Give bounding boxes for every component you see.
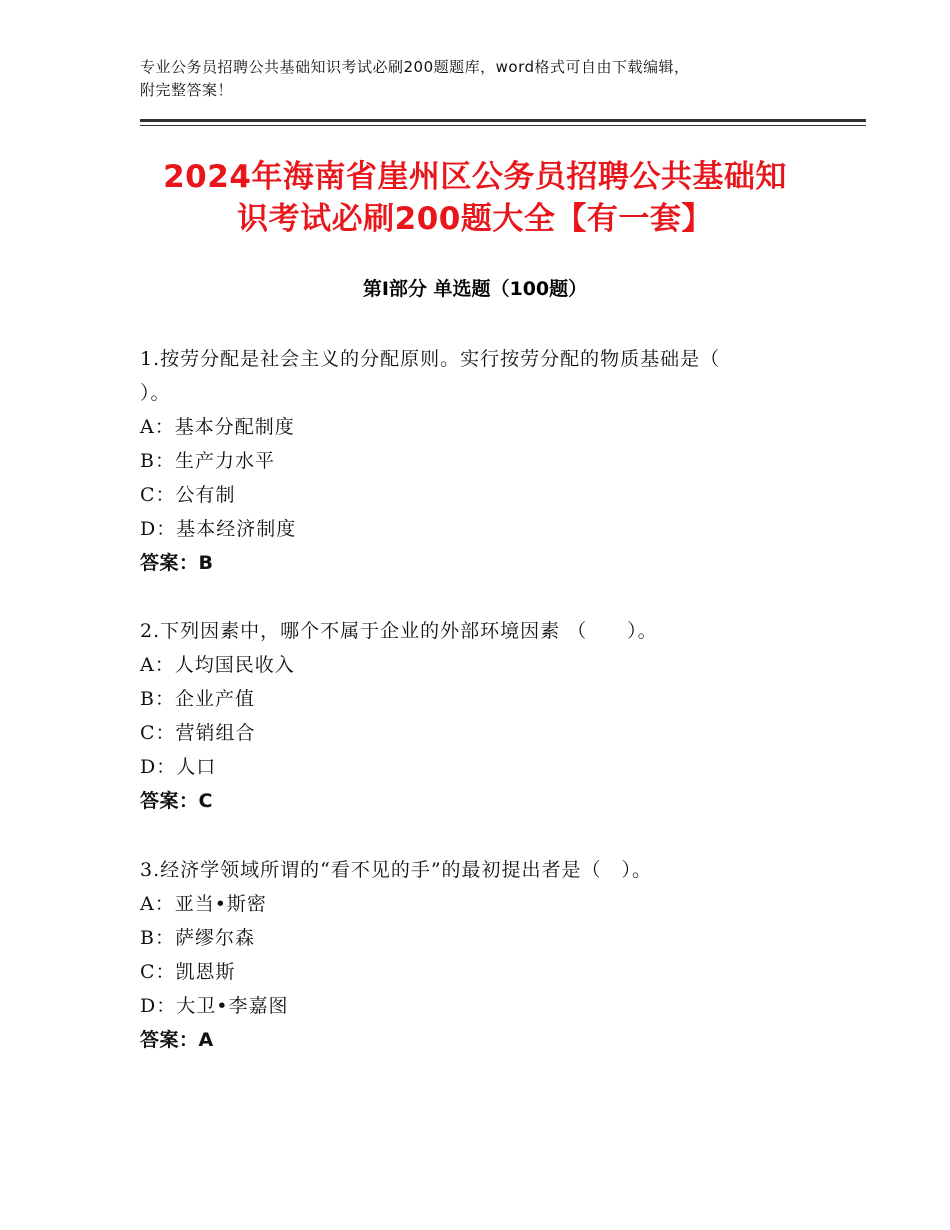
header-divider-thick [140, 119, 866, 122]
document-title-line-1: 2024年海南省崖州区公务员招聘公共基础知 [163, 159, 787, 195]
question-1 [140, 342, 800, 580]
answer-key: 答案：B [140, 552, 214, 574]
answer-key: 答案：C [140, 790, 213, 812]
header-note-line-1: 专业公务员招聘公共基础知识考试必刷200题题库，word格式可自由下载编辑， [140, 58, 690, 76]
option-b: B：萨缪尔森 [140, 927, 255, 949]
question-3 [140, 853, 800, 1057]
header-note-line-2: 附完整答案！ [140, 81, 234, 99]
question-stem: 2.下列因素中，哪个不属于企业的外部环境因素 （ ）。 [140, 620, 658, 642]
header-note [140, 56, 820, 102]
option-d: D：大卫•李嘉图 [140, 995, 289, 1017]
document-title-line-2: 识考试必刷200题大全【有一套】 [237, 201, 713, 237]
option-a: A：基本分配制度 [140, 416, 295, 438]
option-c: C：营销组合 [140, 722, 256, 744]
option-c: C：公有制 [140, 484, 236, 506]
document-title [140, 156, 810, 240]
answer-key: 答案：A [140, 1029, 214, 1051]
option-a: A：亚当•斯密 [140, 893, 267, 915]
question-2 [140, 614, 800, 818]
option-d: D：人口 [140, 756, 217, 778]
option-d: D：基本经济制度 [140, 518, 297, 540]
section-heading: 第Ⅰ部分 单选题（100题） [362, 278, 588, 300]
option-c: C：凯恩斯 [140, 961, 236, 983]
question-stem [140, 342, 800, 410]
question-stem-line-2: ）。 [140, 382, 171, 404]
option-b: B：企业产值 [140, 688, 255, 710]
header-divider-thin [140, 125, 866, 126]
question-stem-line-1: 1.按劳分配是社会主义的分配原则。实行按劳分配的物质基础是（ [140, 348, 721, 370]
question-stem: 3.经济学领域所谓的“看不见的手”的最初提出者是（ ）。 [140, 859, 653, 881]
option-a: A：人均国民收入 [140, 654, 295, 676]
option-b: B：生产力水平 [140, 450, 275, 472]
